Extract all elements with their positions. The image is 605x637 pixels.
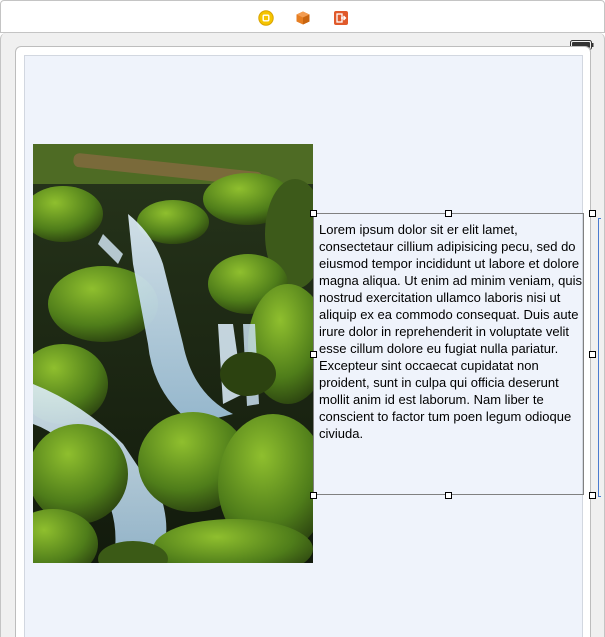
exit-icon[interactable] <box>333 10 349 26</box>
resize-handle-right[interactable] <box>589 351 596 358</box>
safe-area-view[interactable] <box>24 55 583 637</box>
resize-handle-bottom[interactable] <box>445 492 452 499</box>
first-responder-icon[interactable] <box>295 10 311 26</box>
resize-handle-left[interactable] <box>310 351 317 358</box>
waterfall-image[interactable] <box>33 144 313 563</box>
resize-handle-top[interactable] <box>445 210 452 217</box>
view-controller-icon[interactable] <box>258 10 274 26</box>
label-text: Lorem ipsum dolor sit er elit lamet, consectetaur cillium adipisicing pecu, sed do eiusmod tempor incididunt ut labore et dolore magna aliqua. Ut enim ad minim veniam, quis nostrud exercitation ullamco laboris nisi ut aliquip ex ea commodo consequat. Duis aute irure dolor in reprehenderit in voluptate velit esse cillum dolore eu fugiat nulla pariatur. Excepteur sint occaecat cupidatat non proident, sunt in culpa qui officia deserunt mollit anim id est laborum. Nam liber te conscient to factor tum poen legum odioque civiuda. <box>319 222 583 441</box>
root-view[interactable] <box>15 46 591 637</box>
lorem-ipsum-label[interactable] <box>313 213 584 495</box>
resize-handle-top-left[interactable] <box>310 210 317 217</box>
constraint-indicator <box>598 218 601 497</box>
resize-handle-top-right[interactable] <box>589 210 596 217</box>
resize-handle-bottom-left[interactable] <box>310 492 317 499</box>
scene-dock <box>0 0 605 33</box>
resize-handle-bottom-right[interactable] <box>589 492 596 499</box>
device-canvas <box>0 33 605 637</box>
